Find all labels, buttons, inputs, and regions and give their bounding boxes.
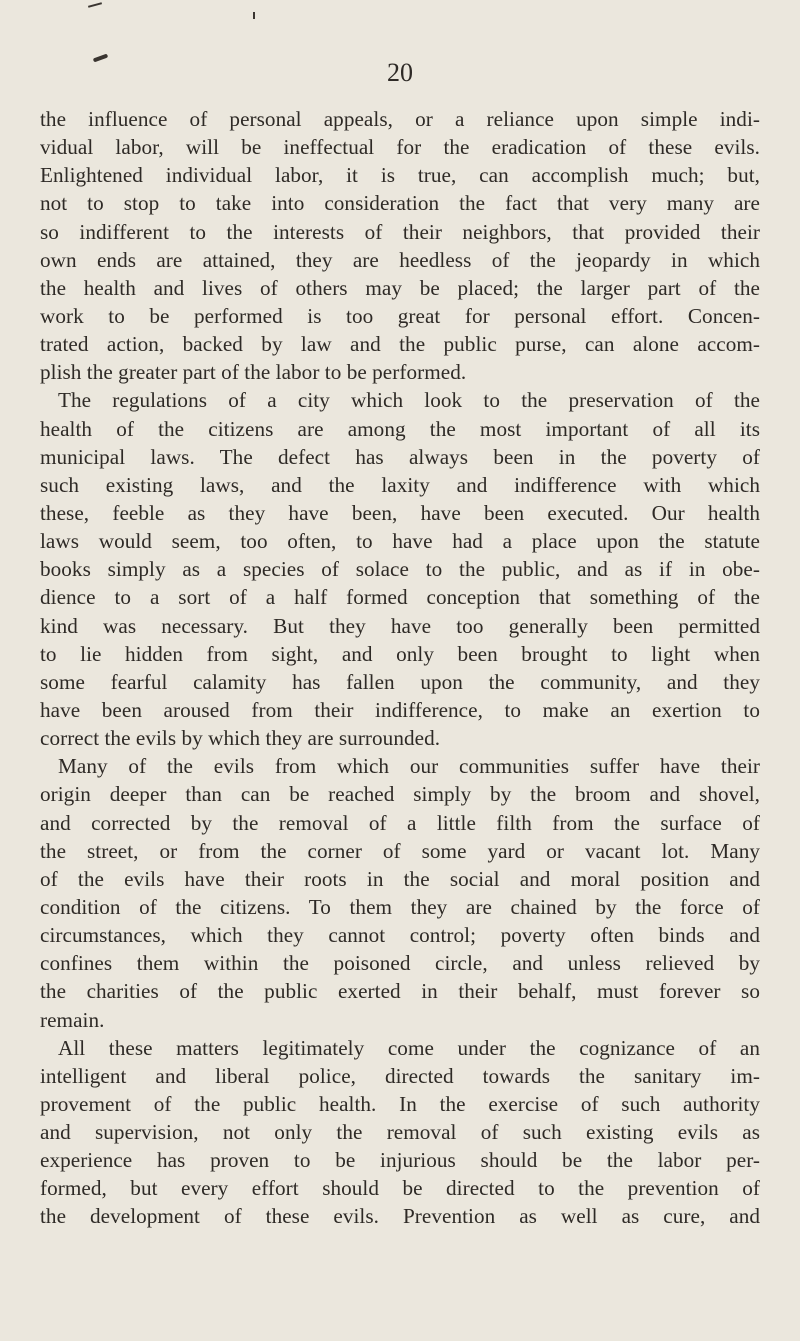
text-line: Many of the evils from which our communities suffer have their [58, 754, 760, 779]
text-line: All these matters legitimately come under the cognizance of an [58, 1035, 760, 1060]
text-line: trated action, backed by law and the public purse, can alone accom- [40, 332, 760, 357]
body-text [40, 105, 760, 1231]
text-line: municipal laws. The defect has always been in the poverty of [40, 444, 760, 469]
text-line: these, feeble as they have been, have been executed. Our health [40, 500, 760, 525]
text-line: own ends are attained, they are heedless of the jeopardy in which [40, 247, 760, 272]
text-line: so indifferent to the interests of their neighbors, that provided their [40, 219, 760, 244]
text-line: such existing laws, and the laxity and indifference with which [40, 472, 760, 497]
text-line: have been aroused from their indifference, to make an exertion to [40, 697, 760, 722]
text-line: not to stop to take into consideration the fact that very many are [40, 191, 760, 216]
text-line: correct the evils by which they are surrounded. [40, 726, 441, 751]
text-line: some fearful calamity has fallen upon the community, and they [40, 669, 760, 694]
text-line: to lie hidden from sight, and only been brought to light when [40, 641, 760, 666]
text-line: vidual labor, will be ineffectual for the eradication of these evils. [40, 135, 760, 160]
text-line: formed, but every effort should be directed to the prevention of [40, 1176, 760, 1201]
text-line: experience has proven to be injurious should be the labor per- [40, 1148, 760, 1173]
page-number: 20 [387, 58, 413, 87]
text-line: books simply as a species of solace to the public, and as if in obe- [40, 557, 760, 582]
text-line: The regulations of a city which look to the preservation of the [58, 388, 760, 413]
text-line: and corrected by the removal of a little filth from the surface of [40, 810, 760, 835]
text-line: of the evils have their roots in the social and moral position and [40, 866, 760, 891]
text-line: work to be performed is too great for personal effort. Concen- [40, 303, 760, 328]
text-line: condition of the citizens. To them they are chained by the force of [40, 894, 760, 919]
text-line: dience to a sort of a half formed conception that something of the [40, 585, 760, 610]
ink-speck [253, 12, 255, 19]
text-line: confines them within the poisoned circle, and unless relieved by [40, 951, 760, 976]
text-line: health of the citizens are among the most important of all its [40, 416, 760, 441]
text-line: origin deeper than can be reached simply by the broom and shovel, [40, 782, 760, 807]
ink-speck [88, 2, 102, 8]
text-line: laws would seem, too often, to have had a place upon the statute [40, 529, 760, 554]
text-line: kind was necessary. But they have too generally been permitted [40, 613, 760, 638]
text-line: circumstances, which they cannot control; poverty often binds and [40, 923, 760, 948]
text-line: the development of these evils. Prevention as well as cure, and [40, 1204, 760, 1229]
text-line: the street, or from the corner of some yard or vacant lot. Many [40, 838, 760, 863]
text-line: remain. [40, 1007, 105, 1032]
text-line: Enlightened individual labor, it is true, can accomplish much; but, [40, 163, 760, 188]
text-line: and supervision, not only the removal of such existing evils as [40, 1120, 760, 1145]
text-line: intelligent and liberal police, directed towards the sanitary im- [40, 1063, 760, 1088]
text-line: the charities of the public exerted in their behalf, must forever so [40, 979, 760, 1004]
text-line: plish the greater part of the labor to be performed. [40, 360, 467, 385]
text-line: the influence of personal appeals, or a reliance upon simple indi- [40, 107, 760, 131]
text-line: the health and lives of others may be placed; the larger part of the [40, 275, 760, 300]
text-line: provement of the public health. In the exercise of such authority [40, 1091, 760, 1116]
